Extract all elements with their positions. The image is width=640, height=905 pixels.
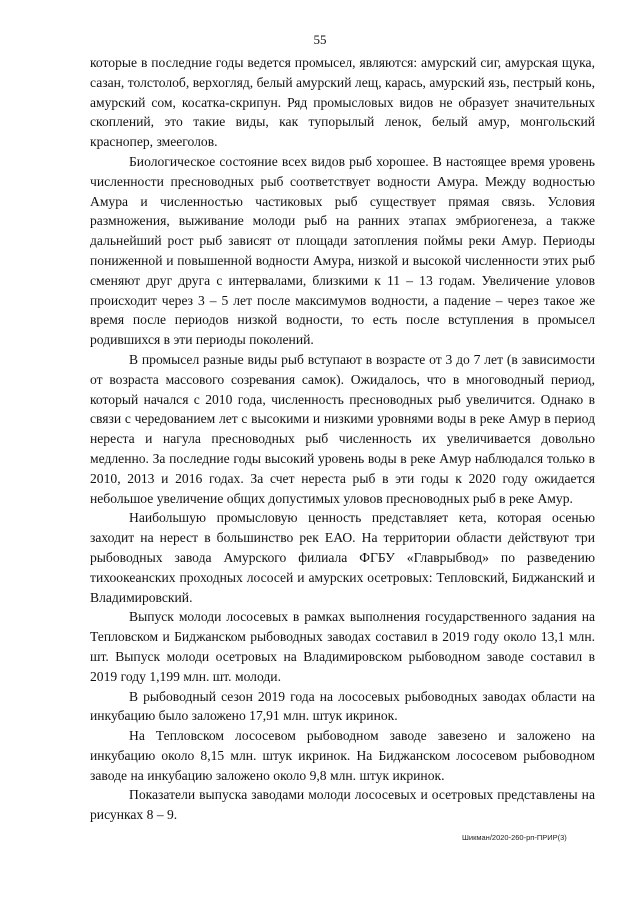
- paragraph-4: Наибольшую промысловую ценность представляет кета, которая осенью заходит на нерест в большинство рек ЕАО. На территории области действуют три рыбоводных завода Амурского филиала ФГБУ «Главрыбвод» по разведению тихоокеанских проходных лососей и амурских осетровых: Тепловский, Биджанский и Владимировский.: [90, 510, 595, 605]
- paragraph-6: В рыбоводный сезон 2019 года на лососевых рыбоводных заводах области на инкубацию было заложено 17,91 млн. штук икринок.: [90, 688, 595, 724]
- page-number: 55: [313, 32, 327, 47]
- body-text: [90, 53, 595, 825]
- paragraph-3: В промысел разные виды рыб вступают в возрасте от 3 до 7 лет (в зависимости от возраста массового созревания самок). Ожидалось, что в многоводный период, который начался с 2010 года, численность пресноводных рыб увеличится. Однако в связи с чередованием лет с высокими и низкими уровнями воды в реке Амур в период нереста и нагула пресноводных рыб численность их увеличивается довольно медленно. За последние годы высокий уровень воды в реке Амур наблюдался только в 2010, 2013 и 2016 годах. За счет нереста рыб в эти годы к 2020 году ожидается небольшое увеличение общих допустимых уловов пресноводных рыб в реке Амур.: [90, 351, 595, 506]
- paragraph-7: На Тепловском лососевом рыбоводном заводе завезено и заложено на инкубацию около 8,15 млн. штук икринок. На Биджанском лососевом рыбоводном заводе на инкубацию заложено около 9,8 млн. штук икринок.: [90, 728, 595, 783]
- footer-document-code: Шикман/2020-260-рп-ПРИР(3): [462, 833, 567, 842]
- paragraph-2: Биологическое состояние всех видов рыб хорошее. В настоящее время уровень численности пресноводных рыб соответствует водности Амура. Между водностью Амура и численностью частиковых рыб существует прямая связь. Условия размножения, выживание молоди рыб на ранних этапах эмбриогенеза, а также дальнейший рост рыб зависят от площади затопления поймы реки Амур. Периоды пониженной и повышенной водности Амура, низкой и высокой численности этих рыб сменяют друг друга с интервалами, близкими к 11 – 13 годам. Увеличение уловов происходит через 3 – 5 лет после максимумов водности, а падение – через такое же время после периодов низкой водности, то есть после вступления в промысел родившихся в эти периоды поколений.: [90, 153, 595, 348]
- paragraph-1: которые в последние годы ведется промысел, являются: амурский сиг, амурская щука, сазан, толстолоб, верхогляд, белый амурский лещ, карась, амурский язь, пестрый конь, амурский сом, косатка-скрипун. Ряд промысловых видов не образует значительных скоплений, это такие виды, как тупорылый ленок, белый амур, монгольский краснопер, змееголов.: [90, 55, 595, 150]
- paragraph-5: Выпуск молоди лососевых в рамках выполнения государственного задания на Тепловском и Биджанском рыбоводных заводах составил в 2019 году около 13,1 млн. шт. Выпуск молоди осетровых на Владимировском рыбоводном заводе составил в 2019 году 1,199 млн. шт. молоди.: [90, 609, 595, 684]
- paragraph-8: Показатели выпуска заводами молоди лососевых и осетровых представлены на рисунках 8 – 9.: [90, 787, 595, 823]
